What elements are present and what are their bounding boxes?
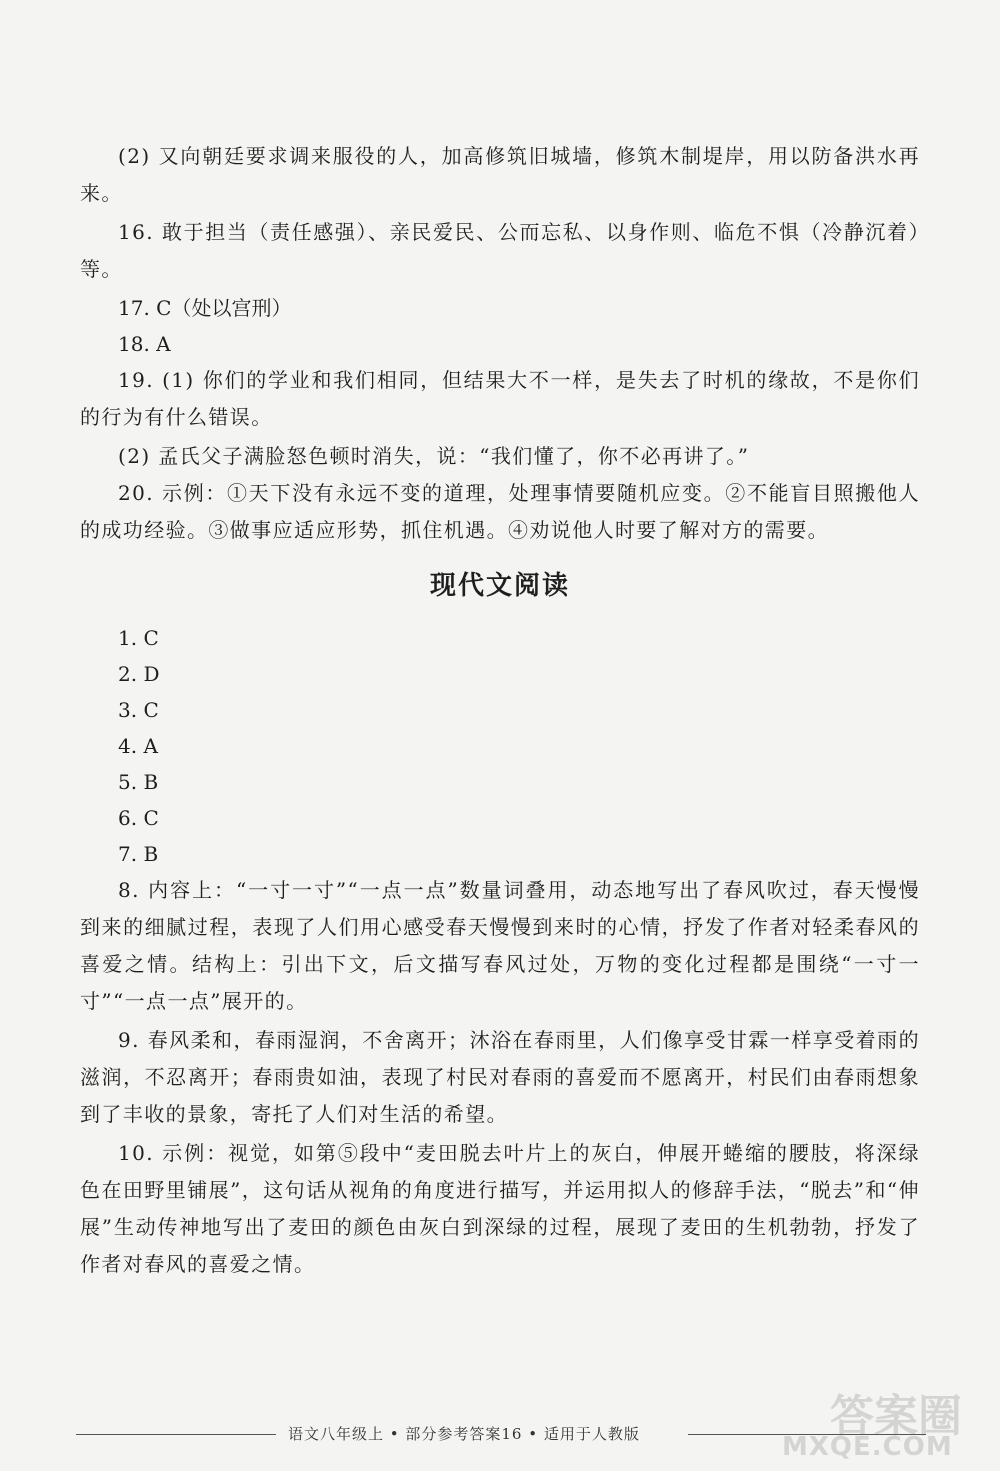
footer-rule-left — [76, 1434, 276, 1435]
watermark — [760, 1380, 990, 1468]
watermark-logo: 答案圈 — [830, 1391, 962, 1442]
answer-18: 18. A — [118, 332, 171, 356]
answer-8: 8. 内容上：“一寸一寸”“一点一点”数量词叠用，动态地写出了春风吹过，春天慢慢到来的细腻过程，表现了人们用心感受春天慢慢到来时的心情，抒发了作者对轻柔春风的喜爱之情。结构上：引出下文，后文描写春风过处，万物的变化过程都是围绕“一寸一寸”“一点一点”展开的。 — [80, 878, 920, 1013]
footer-label: 语文八年级上 • 部分参考答案16 • 适用于人教版 — [288, 1425, 640, 1443]
answer-17: 17. C（处以宫刑） — [118, 296, 292, 320]
answer-3: 3. C — [118, 698, 159, 722]
answer-10: 10. 示例：视觉，如第⑤段中“麦田脱去叶片上的灰白，伸展开蜷缩的腰肢，将深绿色在田野里铺展”，这句话从视角的角度进行描写，并运用拟人的修辞手法，“脱去”和“伸展”生动传神地写出了麦田的颜色由灰白到深绿的过程，展现了麦田的生机勃勃，抒发了作者对春风的喜爱之情。 — [80, 1141, 920, 1276]
answer-20: 20. 示例：①天下没有永远不变的道理，处理事情要随机应变。②不能盲目照搬他人的成功经验。③做事应适应形势，抓住机遇。④劝说他人时要了解对方的需要。 — [80, 481, 920, 542]
answer-16: 16. 敢于担当（责任感强）、亲民爱民、公而忘私、以身作则、临危不惧（冷静沉着）等。 — [80, 220, 920, 281]
section-title: 现代文阅读 — [429, 571, 570, 601]
answer-7: 7. B — [118, 842, 159, 866]
answer-19-part-2: (2) 孟氏父子满脸怒色顿时消失，说：“我们懂了，你不必再讲了。” — [118, 444, 750, 468]
answer-6: 6. C — [118, 806, 159, 830]
answer-19-part-1: 19. (1) 你们的学业和我们相同，但结果大不一样，是失去了时机的缘故，不是你们的行为有什么错误。 — [80, 368, 920, 429]
answer-4: 4. A — [118, 734, 158, 758]
answer-1: 1. C — [118, 626, 159, 650]
answer-2: 2. D — [118, 662, 160, 686]
answer-content — [80, 138, 920, 1283]
answer-5: 5. B — [118, 770, 159, 794]
watermark-site: MXQE.COM — [782, 1432, 953, 1462]
answer-9: 9. 春风柔和，春雨湿润，不舍离开；沐浴在春雨里，人们像享受甘霖一样享受着雨的滋润，不忍离开；春雨贵如油，表现了村民对春雨的喜爱而不愿离开，村民们由春雨想象到了丰收的景象，寄托了人们对生活的希望。 — [80, 1028, 920, 1126]
answer-15-part-2: (2) 又向朝廷要求调来服役的人，加高修筑旧城墙，修筑木制堤岸，用以防备洪水再来。 — [80, 144, 920, 205]
